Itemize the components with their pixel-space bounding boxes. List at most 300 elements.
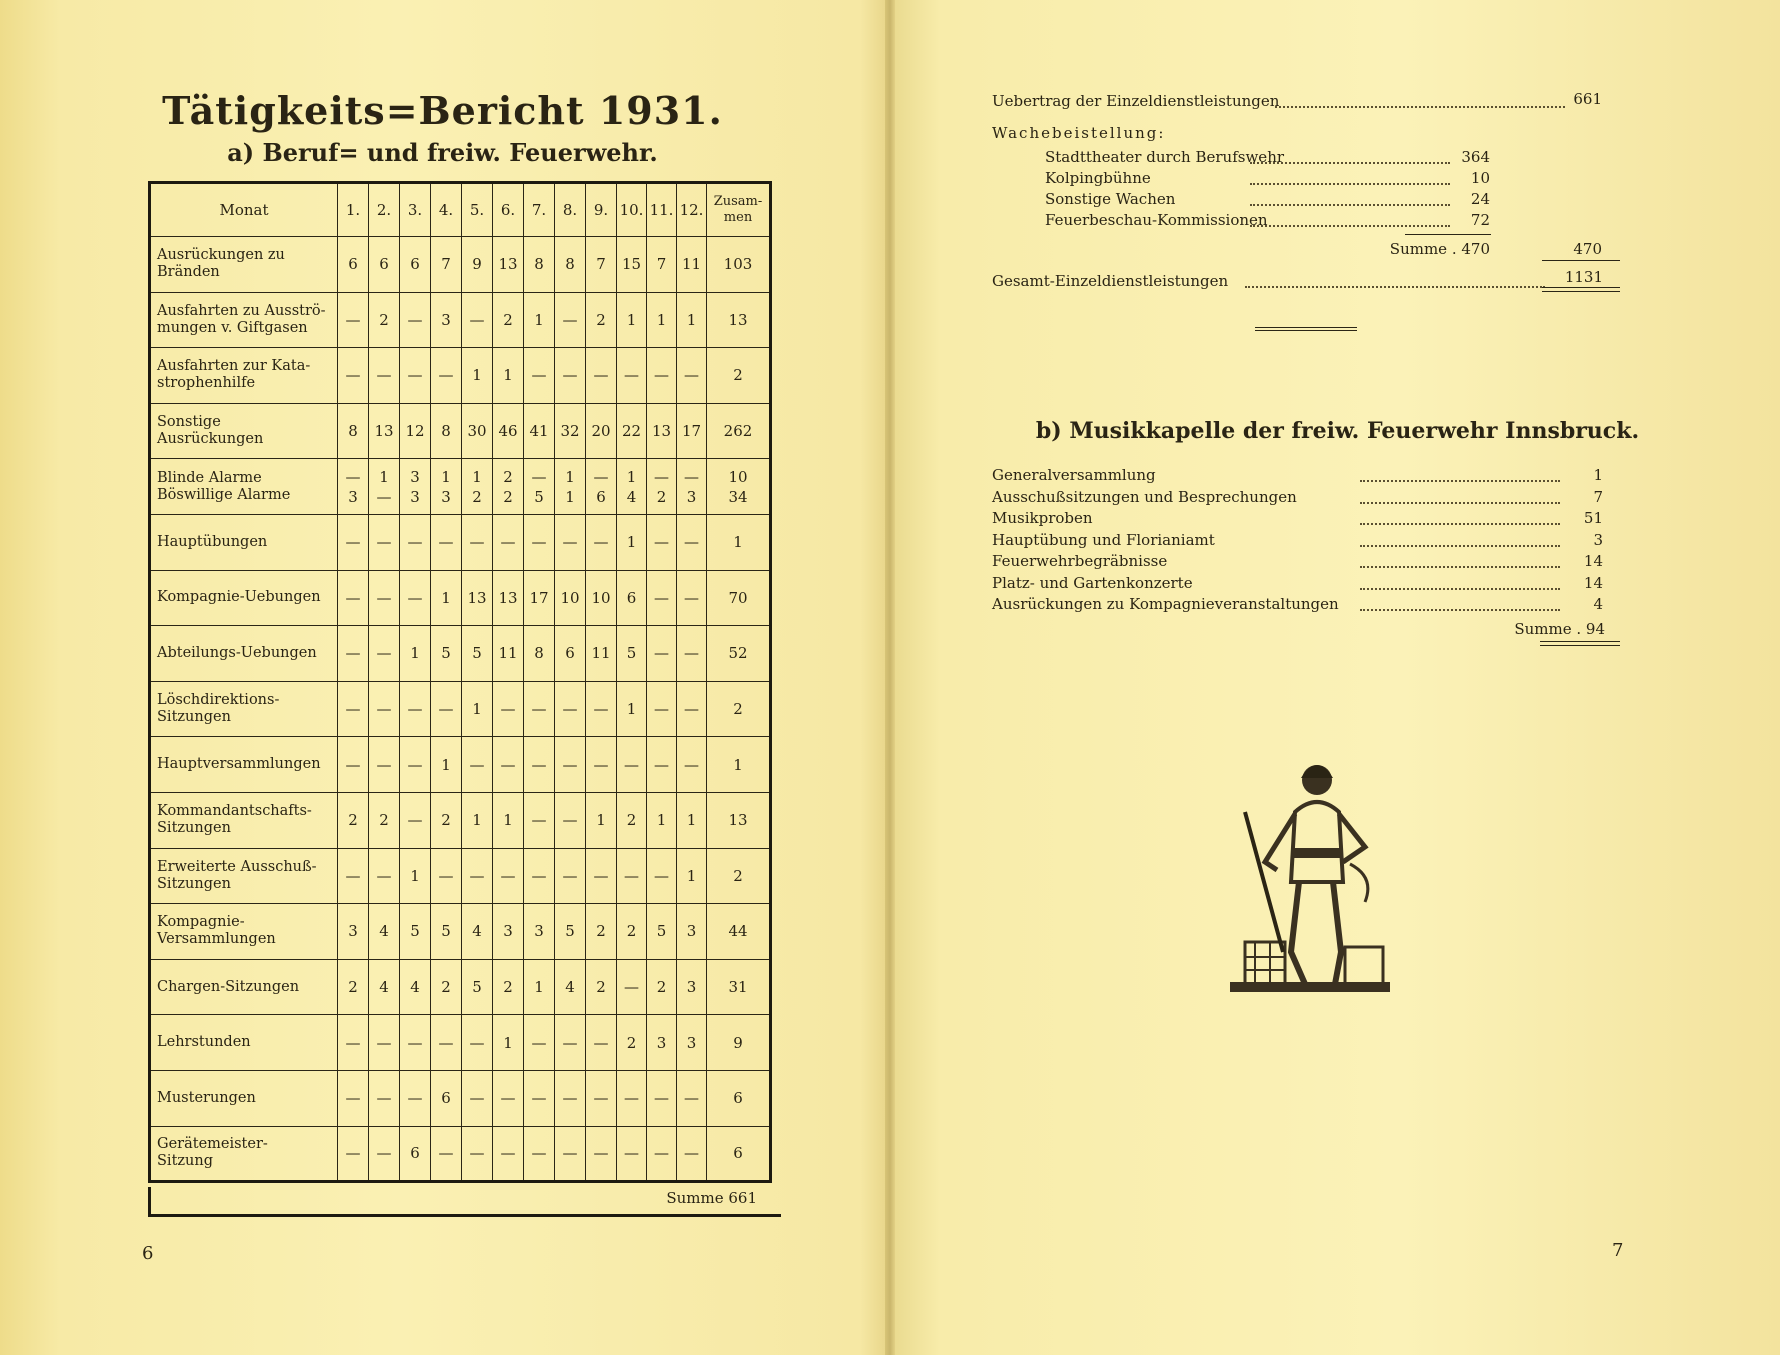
cell-value: — (647, 348, 677, 404)
cell-value: 2 2 (493, 459, 524, 515)
cell-value: 6 (400, 1126, 431, 1182)
row-total: 6 (707, 1070, 771, 1126)
month-col-header: 10. (617, 183, 647, 237)
cell-value: — (617, 959, 647, 1015)
cell-value: — (677, 1126, 707, 1182)
cell-value: — (462, 1015, 493, 1071)
table-row (150, 1015, 771, 1071)
table-row (150, 626, 771, 682)
wache-item-label: Kolpingbühne (1045, 169, 1151, 187)
cell-value: 41 (524, 403, 555, 459)
cell-value: 5 (431, 904, 462, 960)
total-col-header: Zusam- men (707, 183, 771, 237)
uebertrag-label: Uebertrag der Einzeldienstleistungen (992, 92, 1280, 110)
leader-dots (1360, 545, 1560, 547)
cell-value: — (647, 1126, 677, 1182)
row-total: 52 (707, 626, 771, 682)
cell-value: — (493, 514, 524, 570)
cell-value: — (586, 737, 617, 793)
cell-value: 7 (431, 237, 462, 293)
row-label: Musterungen (150, 1070, 338, 1126)
table-row (150, 792, 771, 848)
cell-value: — (493, 1126, 524, 1182)
cell-value: 8 (524, 626, 555, 682)
row-total: 31 (707, 959, 771, 1015)
activity-table (148, 181, 772, 1183)
cell-value: 13 (493, 237, 524, 293)
gesamt-label: Gesamt-Einzeldienstleistungen (992, 272, 1229, 290)
cell-value: 1 (617, 681, 647, 737)
leader-dots (1275, 106, 1565, 108)
music-item-value: 14 (1583, 573, 1603, 592)
leader-dots (1360, 480, 1560, 482)
cell-value: — (338, 514, 369, 570)
cell-value: — (555, 681, 586, 737)
gesamt-double-rule (1542, 287, 1620, 292)
music-item-label: Generalversammlung (992, 466, 1156, 484)
cell-value: — (431, 848, 462, 904)
music-double-rule (1540, 641, 1620, 646)
cell-value: — (555, 1015, 586, 1071)
cell-value: 3 3 (400, 459, 431, 515)
cell-value: 13 (493, 570, 524, 626)
cell-value: — (493, 1070, 524, 1126)
month-col-header: 3. (400, 183, 431, 237)
cell-value: — (586, 514, 617, 570)
cell-value: — (677, 348, 707, 404)
music-item-value: 14 (1583, 552, 1603, 570)
cell-value: 11 (493, 626, 524, 682)
row-label: Sonstige Ausrückungen (150, 403, 338, 459)
table-summe-label: Summe 661 (666, 1189, 757, 1207)
left-page (0, 0, 885, 1355)
wache-item-label: Sonstige Wachen (1045, 190, 1176, 208)
cell-value: 9 (462, 237, 493, 293)
table-row (150, 959, 771, 1015)
table-row (150, 459, 771, 515)
cell-value: 7 (586, 237, 617, 293)
wache-item-value: 24 (1470, 190, 1490, 208)
table-row (150, 737, 771, 793)
cell-value: — (617, 1126, 647, 1182)
cell-value: 2 (338, 792, 369, 848)
cell-value: 15 (617, 237, 647, 293)
cell-value: 2 (617, 792, 647, 848)
row-label: Kompagnie- Versammlungen (150, 904, 338, 960)
cell-value: 1 2 (462, 459, 493, 515)
cell-value: — (647, 626, 677, 682)
month-col-header: 7. (524, 183, 555, 237)
cell-value: — (369, 570, 400, 626)
cell-value: 6 (555, 626, 586, 682)
leader-dots (1245, 286, 1545, 288)
cell-value: — (677, 1070, 707, 1126)
month-col-header: 11. (647, 183, 677, 237)
cell-value: — (338, 570, 369, 626)
cell-value: 5 (462, 959, 493, 1015)
cell-value: — (493, 848, 524, 904)
cell-value: 2 (586, 292, 617, 348)
month-col-header: 6. (493, 183, 524, 237)
table-header-row (150, 183, 771, 237)
cell-value: — (586, 848, 617, 904)
cell-value: — (524, 737, 555, 793)
table-row (150, 348, 771, 404)
leader-dots (1360, 523, 1560, 525)
cell-value: 1 (617, 514, 647, 570)
section-divider (1255, 327, 1357, 331)
cell-value: — (400, 348, 431, 404)
leader-dots (1250, 225, 1450, 227)
cell-value: — (555, 1070, 586, 1126)
leader-dots (1250, 162, 1450, 164)
wache-item-value: 10 (1470, 169, 1490, 187)
cell-value: 1 (524, 959, 555, 1015)
cell-value: 1 (493, 1015, 524, 1071)
cell-value: — (677, 570, 707, 626)
row-label: Hauptversammlungen (150, 737, 338, 793)
table-row (150, 1126, 771, 1182)
row-label: Ausfahrten zur Kata- strophenhilfe (150, 348, 338, 404)
cell-value: 12 (400, 403, 431, 459)
cell-value: — (400, 681, 431, 737)
cell-value: 1 (647, 792, 677, 848)
music-item-value: 51 (1583, 509, 1603, 527)
cell-value: 3 (338, 904, 369, 960)
cell-value: 1 (647, 292, 677, 348)
cell-value: — (647, 514, 677, 570)
uebertrag-value: 661 (1573, 90, 1602, 108)
month-col-header: 1. (338, 183, 369, 237)
cell-value: — (586, 1126, 617, 1182)
table-summe (148, 1187, 781, 1217)
table-row (150, 848, 771, 904)
cell-value: — (524, 1070, 555, 1126)
cell-value: — (524, 1015, 555, 1071)
gesamt-value: 1131 (1564, 268, 1603, 286)
music-item-label: Ausschußsitzungen und Besprechungen (992, 487, 1297, 506)
cell-value: — (369, 1126, 400, 1182)
cell-value: — (555, 737, 586, 793)
cell-value: — (586, 681, 617, 737)
cell-value: — (677, 681, 707, 737)
cell-value: 1 (677, 848, 707, 904)
cell-value: 10 (586, 570, 617, 626)
cell-value: 1 (431, 737, 462, 793)
cell-value: 1 (586, 792, 617, 848)
music-summe-label: Summe . 94 (1514, 620, 1605, 638)
cell-value: — (586, 1070, 617, 1126)
cell-value: — (338, 626, 369, 682)
cell-value: 2 (617, 1015, 647, 1071)
fireman-illustration-icon (1225, 752, 1395, 1002)
row-total: 2 (707, 348, 771, 404)
cell-value: 5 (431, 626, 462, 682)
cell-value: 1 (400, 626, 431, 682)
cell-value: — (338, 348, 369, 404)
cell-value: — (555, 292, 586, 348)
cell-value: 3 (677, 904, 707, 960)
month-header: Monat (150, 183, 338, 237)
row-label: Kompagnie-Uebungen (150, 570, 338, 626)
row-label: Lehrstunden (150, 1015, 338, 1071)
table-row (150, 681, 771, 737)
cell-value: — (338, 1126, 369, 1182)
cell-value: 6 (369, 237, 400, 293)
cell-value: 4 (555, 959, 586, 1015)
cell-value: — (462, 292, 493, 348)
cell-value: 7 (647, 237, 677, 293)
cell-value: 3 (524, 904, 555, 960)
cell-value: — 6 (586, 459, 617, 515)
cell-value: — (369, 514, 400, 570)
cell-value: — (617, 1070, 647, 1126)
cell-value: — (431, 1126, 462, 1182)
row-label: Ausrückungen zu Bränden (150, 237, 338, 293)
row-total: 9 (707, 1015, 771, 1071)
row-total: 1 (707, 514, 771, 570)
row-label: Gerätemeister- Sitzung (150, 1126, 338, 1182)
cell-value: — (431, 1015, 462, 1071)
cell-value: 32 (555, 403, 586, 459)
wache-item-label: Stadttheater durch Berufswehr (1045, 148, 1285, 166)
music-item-label: Feuerwehrbegräbnisse (992, 552, 1168, 570)
table-row (150, 514, 771, 570)
cell-value: 13 (369, 403, 400, 459)
wache-rule (1405, 234, 1491, 235)
leader-dots (1360, 588, 1560, 590)
cell-value: — 3 (338, 459, 369, 515)
cell-value: — (493, 737, 524, 793)
center-fold (885, 0, 895, 1355)
cell-value: — (369, 737, 400, 793)
wache-item-value: 364 (1461, 148, 1490, 166)
cell-value: — (338, 737, 369, 793)
cell-value: 2 (647, 959, 677, 1015)
cell-value: — (338, 681, 369, 737)
row-label: Löschdirektions- Sitzungen (150, 681, 338, 737)
cell-value: 5 (617, 626, 647, 682)
cell-value: — (647, 848, 677, 904)
cell-value: 1 4 (617, 459, 647, 515)
cell-value: — 2 (647, 459, 677, 515)
cell-value: — (369, 1070, 400, 1126)
cell-value: 3 (431, 292, 462, 348)
cell-value: 5 (462, 626, 493, 682)
cell-value: — (647, 570, 677, 626)
cell-value: — (338, 848, 369, 904)
row-label: Erweiterte Ausschuß- Sitzungen (150, 848, 338, 904)
month-col-header: 9. (586, 183, 617, 237)
cell-value: 2 (493, 959, 524, 1015)
cell-value: — (462, 1070, 493, 1126)
cell-value: 6 (338, 237, 369, 293)
cell-value: 1 (493, 348, 524, 404)
cell-value: 1 1 (555, 459, 586, 515)
cell-value: — (400, 514, 431, 570)
cell-value: 1 (524, 292, 555, 348)
cell-value: 20 (586, 403, 617, 459)
cell-value: 3 (677, 959, 707, 1015)
section-a-title: a) Beruf= und freiw. Feuerwehr. (227, 138, 658, 167)
cell-value: — (462, 1126, 493, 1182)
cell-value: 5 (400, 904, 431, 960)
cell-value: 10 (555, 570, 586, 626)
cell-value: 5 (647, 904, 677, 960)
sum-rule (1542, 260, 1620, 261)
wache-heading: Wachebeistellung: (992, 124, 1166, 142)
cell-value: 8 (524, 237, 555, 293)
cell-value: — (647, 1070, 677, 1126)
cell-value: — (524, 681, 555, 737)
page-title: Tätigkeits=Bericht 1931. (162, 88, 723, 133)
row-total: 6 (707, 1126, 771, 1182)
section-b-title: b) Musikkapelle der freiw. Feuerwehr Innsbruck. (1035, 418, 1640, 444)
cell-value: 8 (431, 403, 462, 459)
row-total: 2 (707, 681, 771, 737)
cell-value: 1 (677, 292, 707, 348)
month-col-header: 8. (555, 183, 586, 237)
wache-summe-value: 470 (1573, 240, 1602, 258)
cell-value: — (462, 737, 493, 793)
row-total: 2 (707, 848, 771, 904)
row-total: 70 (707, 570, 771, 626)
month-col-header: 5. (462, 183, 493, 237)
row-label: Abteilungs-Uebungen (150, 626, 338, 682)
cell-value: — (555, 514, 586, 570)
cell-value: — (647, 737, 677, 793)
table-row (150, 292, 771, 348)
cell-value: 2 (338, 959, 369, 1015)
cell-value: 11 (586, 626, 617, 682)
row-total: 262 (707, 403, 771, 459)
cell-value: — (493, 681, 524, 737)
cell-value: 22 (617, 403, 647, 459)
music-item-value: 1 (1593, 466, 1603, 484)
cell-value: 6 (617, 570, 647, 626)
cell-value: — (617, 737, 647, 793)
cell-value: 3 (677, 1015, 707, 1071)
cell-value: — (524, 848, 555, 904)
cell-value: 8 (338, 403, 369, 459)
music-item-label: Platz- und Gartenkonzerte (992, 573, 1193, 592)
cell-value: 1 (462, 681, 493, 737)
cell-value: 4 (369, 904, 400, 960)
cell-value: — (431, 348, 462, 404)
row-total: 103 (707, 237, 771, 293)
month-col-header: 12. (677, 183, 707, 237)
cell-value: 4 (369, 959, 400, 1015)
row-label: Hauptübungen (150, 514, 338, 570)
cell-value: — 3 (677, 459, 707, 515)
cell-value: 2 (431, 792, 462, 848)
cell-value: — 5 (524, 459, 555, 515)
cell-value: 17 (677, 403, 707, 459)
leader-dots (1250, 183, 1450, 185)
row-label: Ausfahrten zu Ausströ- mungen v. Giftgasen (150, 292, 338, 348)
cell-value: 6 (400, 237, 431, 293)
cell-value: — (400, 737, 431, 793)
page-number-right: 7 (1612, 1240, 1624, 1261)
table-row (150, 904, 771, 960)
wache-item-value: 72 (1470, 211, 1490, 229)
cell-value: — (555, 1126, 586, 1182)
cell-value: — (524, 514, 555, 570)
cell-value: — (369, 626, 400, 682)
cell-value: — (462, 848, 493, 904)
music-item-label: Musikproben (992, 509, 1093, 527)
cell-value: 4 (462, 904, 493, 960)
cell-value: — (369, 1015, 400, 1071)
cell-value: — (555, 848, 586, 904)
table-row (150, 570, 771, 626)
cell-value: 1 (400, 848, 431, 904)
wache-item-label: Feuerbeschau-Kommissionen (1045, 211, 1268, 229)
wache-summe-label: Summe . 470 (1389, 240, 1490, 258)
cell-value: 2 (586, 904, 617, 960)
cell-value: 1 (617, 292, 647, 348)
cell-value: 1 (493, 792, 524, 848)
cell-value: 1 — (369, 459, 400, 515)
cell-value: — (431, 514, 462, 570)
cell-value: — (524, 1126, 555, 1182)
row-label: Kommandantschafts- Sitzungen (150, 792, 338, 848)
cell-value: — (369, 348, 400, 404)
cell-value: 4 (400, 959, 431, 1015)
cell-value: — (369, 848, 400, 904)
leader-dots (1360, 609, 1560, 611)
music-item-value: 3 (1593, 530, 1603, 549)
cell-value: — (677, 626, 707, 682)
month-col-header: 2. (369, 183, 400, 237)
cell-value: — (677, 514, 707, 570)
leader-dots (1360, 502, 1560, 504)
cell-value: — (555, 792, 586, 848)
music-item-value: 7 (1593, 487, 1603, 506)
cell-value: 3 (493, 904, 524, 960)
leader-dots (1250, 204, 1450, 206)
music-item-label: Hauptübung und Florianiamt (992, 530, 1215, 549)
cell-value: 1 (462, 792, 493, 848)
music-item-value: 4 (1593, 595, 1603, 613)
month-col-header: 4. (431, 183, 462, 237)
cell-value: — (400, 570, 431, 626)
cell-value: 5 (555, 904, 586, 960)
cell-value: 8 (555, 237, 586, 293)
cell-value: — (338, 292, 369, 348)
cell-value: — (677, 737, 707, 793)
page-number-left: 6 (142, 1243, 154, 1264)
row-label: Chargen-Sitzungen (150, 959, 338, 1015)
cell-value: — (524, 348, 555, 404)
cell-value: 1 (431, 570, 462, 626)
row-total: 1 (707, 737, 771, 793)
cell-value: — (617, 348, 647, 404)
cell-value: 2 (369, 792, 400, 848)
cell-value: 30 (462, 403, 493, 459)
cell-value: 6 (431, 1070, 462, 1126)
cell-value: — (400, 1015, 431, 1071)
cell-value: 2 (586, 959, 617, 1015)
cell-value: 3 (647, 1015, 677, 1071)
cell-value: — (400, 1070, 431, 1126)
table-row (150, 1070, 771, 1126)
cell-value: — (586, 1015, 617, 1071)
cell-value: 1 3 (431, 459, 462, 515)
cell-value: 1 (677, 792, 707, 848)
cell-value: — (369, 681, 400, 737)
cell-value: 46 (493, 403, 524, 459)
